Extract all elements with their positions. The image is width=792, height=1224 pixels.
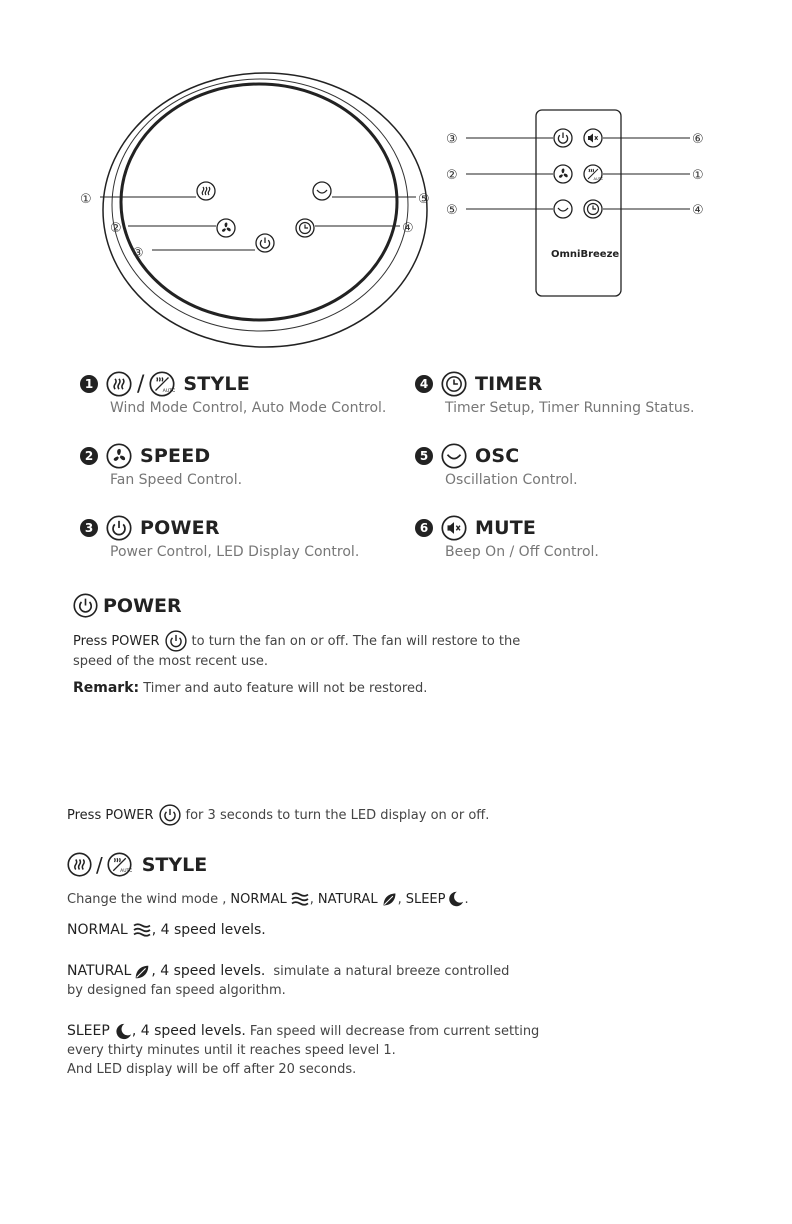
normal-waves-icon — [290, 891, 310, 907]
remark-label: Remark: — [73, 680, 140, 696]
remote-style-icon — [584, 165, 604, 183]
legend-number-2: 2 — [80, 447, 98, 465]
normal-mode-waves-icon — [132, 922, 152, 938]
style-comma-2: , — [397, 891, 402, 907]
remote-brand-logo: OmniBreeze — [551, 249, 620, 260]
legend-desc-power: Power Control, LED Display Control. — [110, 544, 360, 560]
style-sleep-label: SLEEP — [405, 891, 446, 907]
legend-title-style: STYLE — [183, 373, 250, 395]
fan-callout-4: ④ — [402, 221, 414, 236]
power-paragraph-2 — [67, 804, 489, 826]
sleep-mode-desc-1: Fan speed will decrease from current setting — [249, 1024, 540, 1039]
sleep-moon-icon — [446, 890, 464, 908]
normal-mode-line — [67, 922, 266, 938]
fan-callout-1: ① — [80, 192, 92, 207]
remote-mute-icon — [584, 129, 602, 147]
legend-item-timer — [415, 370, 694, 416]
legend-item-osc — [415, 442, 578, 488]
legend-desc-mute: Beep On / Off Control. — [445, 544, 599, 560]
power-inline-icon — [165, 630, 187, 652]
natural-mode-desc-1: simulate a natural breeze controlled — [273, 964, 510, 979]
natural-mode-leaf-icon — [133, 963, 151, 981]
style-section-title: STYLE — [141, 853, 208, 876]
remote-callout-timer: ④ — [692, 203, 704, 218]
legend-title-osc: OSC — [475, 445, 520, 467]
legend-item-power — [80, 514, 359, 560]
style-comma-1: , — [309, 891, 314, 907]
natural-mode-levels: , 4 speed levels. — [151, 963, 266, 979]
fan-timer-button-icon — [296, 219, 314, 237]
legend-desc-timer: Timer Setup, Timer Running Status. — [445, 400, 695, 416]
fan-speed-icon — [106, 443, 132, 469]
legend-desc-speed: Fan Speed Control. — [110, 472, 243, 488]
power-p2-after: for 3 seconds to turn the LED display on or off. — [185, 807, 490, 823]
oscillation-icon — [441, 443, 467, 469]
remote-callout-osc: ⑤ — [446, 203, 458, 218]
power-heading-icon — [73, 593, 98, 618]
fan-callout-5: ⑤ — [418, 192, 430, 207]
fan-callout-2: ② — [110, 221, 122, 236]
power-paragraph-1 — [73, 630, 520, 671]
sleep-mode-desc-2: every thirty minutes until it reaches speed level 1. — [67, 1043, 396, 1058]
slash-divider: / — [137, 371, 145, 397]
legend-title-power: POWER — [140, 517, 220, 539]
legend-item-speed — [80, 442, 242, 488]
power-p1-before: Press POWER — [73, 633, 160, 649]
legend-number-3: 3 — [80, 519, 98, 537]
normal-mode-label: NORMAL — [67, 922, 128, 938]
remote-control-diagram — [440, 105, 720, 300]
remote-callout-power: ③ — [446, 132, 458, 147]
fan-top-panel-diagram — [60, 70, 450, 350]
natural-mode-desc-2: by designed fan speed algorithm. — [67, 983, 286, 998]
remote-callout-style: ① — [692, 168, 704, 183]
power-section-title: POWER — [103, 594, 182, 617]
style-section-heading — [67, 852, 207, 877]
auto-mode-icon — [149, 371, 175, 397]
normal-mode-levels: , 4 speed levels. — [151, 922, 266, 938]
sleep-mode-desc-3: And LED display will be off after 20 seconds. — [67, 1062, 357, 1077]
power-p1-after: to turn the fan on or off. The fan will restore to the — [191, 633, 521, 649]
wind-mode-icon — [106, 371, 132, 397]
power-section-heading — [73, 593, 182, 618]
fan-style-button-icon — [197, 182, 215, 200]
natural-mode-block — [67, 962, 509, 1000]
power-inline-icon-2 — [159, 804, 181, 826]
legend-item-mute — [415, 514, 599, 560]
remote-osc-icon — [554, 200, 572, 218]
remote-speed-icon — [554, 165, 572, 183]
legend-desc-style: Wind Mode Control, Auto Mode Control. — [110, 400, 387, 416]
power-remark — [73, 680, 427, 696]
timer-icon — [441, 371, 467, 397]
power-p1-line2: speed of the most recent use. — [73, 654, 268, 669]
style-change-line — [67, 890, 469, 908]
legend-title-mute: MUTE — [475, 517, 537, 539]
remark-text: Timer and auto feature will not be restored. — [143, 681, 428, 696]
sleep-mode-label: SLEEP — [67, 1023, 110, 1039]
mute-icon — [441, 515, 467, 541]
sleep-mode-block — [67, 1022, 539, 1079]
remote-timer-icon — [584, 200, 602, 218]
legend-desc-osc: Oscillation Control. — [445, 472, 578, 488]
power-icon — [106, 515, 132, 541]
style-natural-label: NATURAL — [317, 891, 378, 907]
natural-mode-label: NATURAL — [67, 963, 132, 979]
remote-callout-speed: ② — [446, 168, 458, 183]
style-change-text: Change the wind mode , — [67, 891, 227, 907]
remote-callout-mute: ⑥ — [692, 132, 704, 147]
remote-power-icon — [554, 129, 572, 147]
fan-power-button-icon — [256, 234, 274, 252]
style-heading-auto-icon — [107, 852, 132, 877]
legend-number-6: 6 — [415, 519, 433, 537]
natural-leaf-icon — [381, 891, 398, 908]
style-heading-slash: / — [96, 852, 103, 877]
legend-title-speed: SPEED — [140, 445, 211, 467]
legend-number-4: 4 — [415, 375, 433, 393]
fan-callout-3: ③ — [132, 246, 144, 261]
sleep-mode-moon-icon — [113, 1022, 132, 1041]
style-period: . — [464, 891, 469, 907]
sleep-mode-levels: , 4 speed levels. — [131, 1023, 246, 1039]
fan-osc-button-icon — [313, 182, 331, 200]
style-heading-wind-icon — [67, 852, 92, 877]
power-p2-before: Press POWER — [67, 807, 154, 823]
legend-item-style — [80, 370, 386, 416]
style-normal-label: NORMAL — [230, 891, 287, 907]
legend-number-5: 5 — [415, 447, 433, 465]
legend-number-1: 1 — [80, 375, 98, 393]
fan-speed-button-icon — [217, 219, 235, 237]
legend-title-timer: TIMER — [475, 373, 543, 395]
